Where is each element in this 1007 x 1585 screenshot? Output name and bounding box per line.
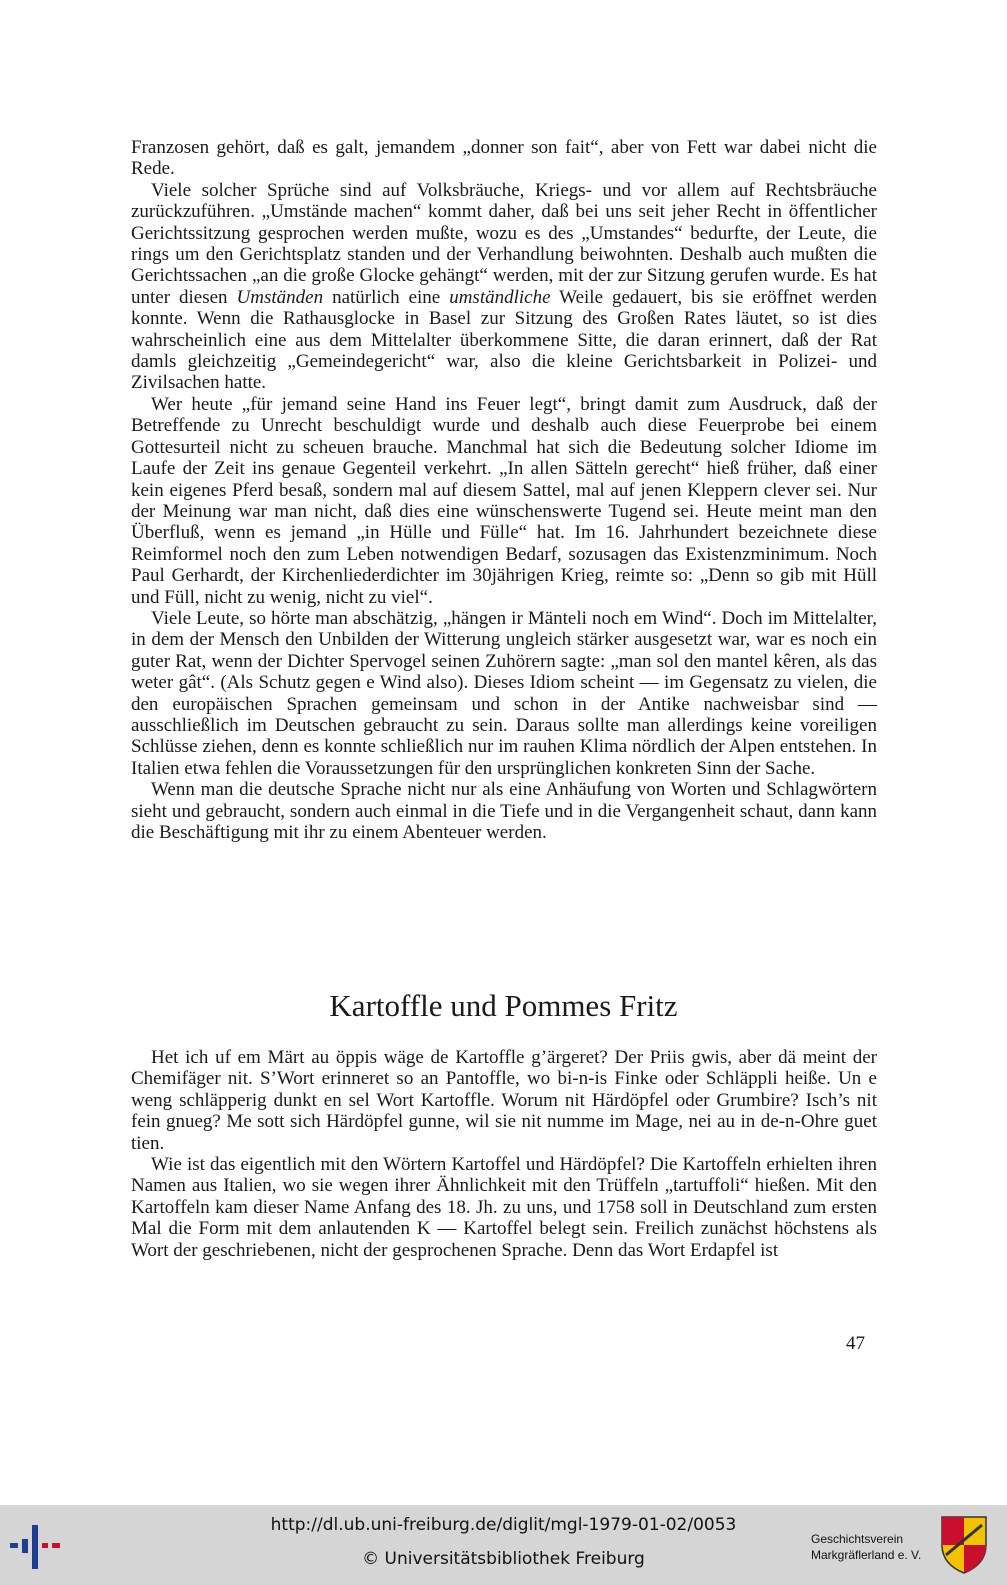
paragraph [131, 779, 877, 843]
footer-org-line-2: Markgräflerland e. V. [811, 1548, 922, 1562]
paragraph [131, 394, 877, 608]
paragraph [131, 1154, 877, 1261]
section-2-body [131, 1047, 877, 1261]
text-run: Franzosen gehört, daß es galt, jemandem „donner son fait“, aber von Fett war dabei nicht die Rede. [131, 137, 877, 180]
text-run: Het ich uf em Märt au öppis wäge de Kartoffle g’ärgeret? Der Priis gwis, aber dä meint der Chemifäger nit. S’Wort erinneret so an Pantoffle, wo bi-n-is Finke oder Schläppli heiße. Un e weng schläpperig dunkt en sel Wort Kartoffle. Worum nit Härdöpfel oder Grumbire? Isch’s nit fein gnueg? Me sott sich Härdöpfel gunne, wil sie nit numme im Mage, nei au in de-n-Ohre guet tien. [131, 1047, 877, 1154]
italic-text: Umständen [236, 286, 324, 308]
section-heading: Kartoffle und Pommes Fritz [329, 988, 678, 1023]
text-run: natürlich eine [323, 286, 450, 308]
footer-copyright: © Universitätsbibliothek Freiburg [362, 1549, 645, 1569]
text-run: Viele solcher Sprüche sind auf Volksbräuche, Kriegs- und vor allem auf Rechtsbräuche zurückzuführen. „Umstände machen“ kommt daher, daß bei uns seit jeher Recht in öffentlicher Gerichtssitzung gesprochen werden mußte, wozu es des „Umstandes“ bedurfte, der Leute, die rings um den Gerichtsplatz standen und der Verhandlung beiwohnten. Deshalb auch mußten die Gerichtssachen „an die große Glocke gehängt“ werden, mit der zur Sitzung gerufen wurde. Es hat unter diesen [131, 179, 877, 308]
footer-org-line-1: Geschichtsverein [811, 1532, 904, 1546]
paragraph [131, 180, 877, 394]
text-run: Wer heute „für jemand seine Hand ins Feuer legt“, bringt damit zum Ausdruck, daß der Betreffende zu Unrecht beschuldigt wurde und deshalb auch diese Feuerprobe bei einem Gottesurteil nicht zu scheuen brauche. Manchmal hat sich die Bedeutung solcher Idiome im Laufe der Zeit ins genaue Gegenteil verkehrt. „In allen Sätteln gerecht“ hieß früher, daß einer kein eigenes Pferd besaß, sondern mal auf diesem Sattel, mal auf jenen Kleppern clever sei. Nur der Meinung war man nicht, daß dies eine wünschenswerte Tugend sei. Heute meint man den Überfluß, wenn es jemand „in Hülle und Fülle“ hat. Im 16. Jahrhundert bezeichnete diese Reimformel noch den zum Leben notwendigen Bedarf, sozusagen das Existenzminimum. Noch Paul Gerhardt, der Kirchenliederdichter im 30jährigen Krieg, reimte so: „Denn so gib mit Hüll und Füll, nicht zu wenig, nicht zu viel“. [131, 393, 877, 608]
page-number: 47 [846, 1333, 865, 1354]
paragraph [131, 608, 877, 779]
section-1-body [131, 137, 877, 843]
footer-url-link[interactable]: http://dl.ub.uni-freiburg.de/diglit/mgl-1979-01-02/0053 [270, 1515, 737, 1535]
footer-organization [811, 1531, 921, 1563]
footer-bar [0, 1505, 1007, 1585]
text-run: Wie ist das eigentlich mit den Wörtern Kartoffel und Härdöpfel? Die Kartoffeln erhielten ihren Namen aus Italien, wo sie wegen ihrer Ähnlichkeit mit den Trüffeln „tartuffoli“ hießen. Mit den Kartoffeln kam dieser Name Anfang des 18. Jh. zu uns, und 1758 soll in Deutschland zum ersten Mal die Form mit dem anlautenden K — Kartoffel belegt sein. Freilich zunächst höchstens als Wort der geschriebenen, nicht der gesprochenen Sprache. Denn das Wort Erdapfel ist [131, 1154, 877, 1261]
paragraph [131, 137, 877, 180]
text-run: Wenn man die deutsche Sprache nicht nur als eine Anhäufung von Worten und Schlagwörtern sieht und gebraucht, sondern auch einmal in die Tiefe und in die Vergangenheit schaut, dann kann die Beschäftigung mit ihr zu einem Abenteuer werden. [131, 779, 877, 843]
italic-text: umständliche [449, 286, 551, 308]
text-run: Viele Leute, so hörte man abschätzig, „hängen ir Mänteli noch em Wind“. Doch im Mittelalter, in dem der Mensch den Unbilden der Witterung ungleich stärker ausgesetzt war, war es noch ein guter Rat, wenn der Dichter Spervogel seinen Zuhörern sagte: „man sol den mantel kêren, als das weter gât“. (Als Schutz gegen e Wind also). Dieses Idiom scheint — im Gegensatz zu vielen, die den europäischen Sprachen gemeinsam und schon in der Antike nachweisbar sind — ausschließlich im Deutschen gebraucht zu sein. Daraus sollte man allerdings keine voreiligen Schlüsse ziehen, denn es konnte schließlich nur im rauhen Klima nördlich der Alpen entstehen. In Italien etwa fehlen die Voraussetzungen für den ursprünglichen konkreten Sinn der Sache. [131, 607, 877, 779]
text-run: Weile gedauert, bis sie eröffnet werden konnte. Wenn die Rathausglocke in Basel zur Sitzung des Großen Rates läutet, so ist dies wahrscheinlich eine aus dem Mittelalter überkommene Sitte, die daran erinnert, daß der Rat damls gleichzeitig „Gemeindegericht“ war, also die kleine Gerichtsbarkeit in Polizei- und Zivilsachen hatte. [131, 286, 878, 394]
paragraph [131, 1047, 877, 1154]
coat-of-arms-icon [940, 1515, 988, 1575]
